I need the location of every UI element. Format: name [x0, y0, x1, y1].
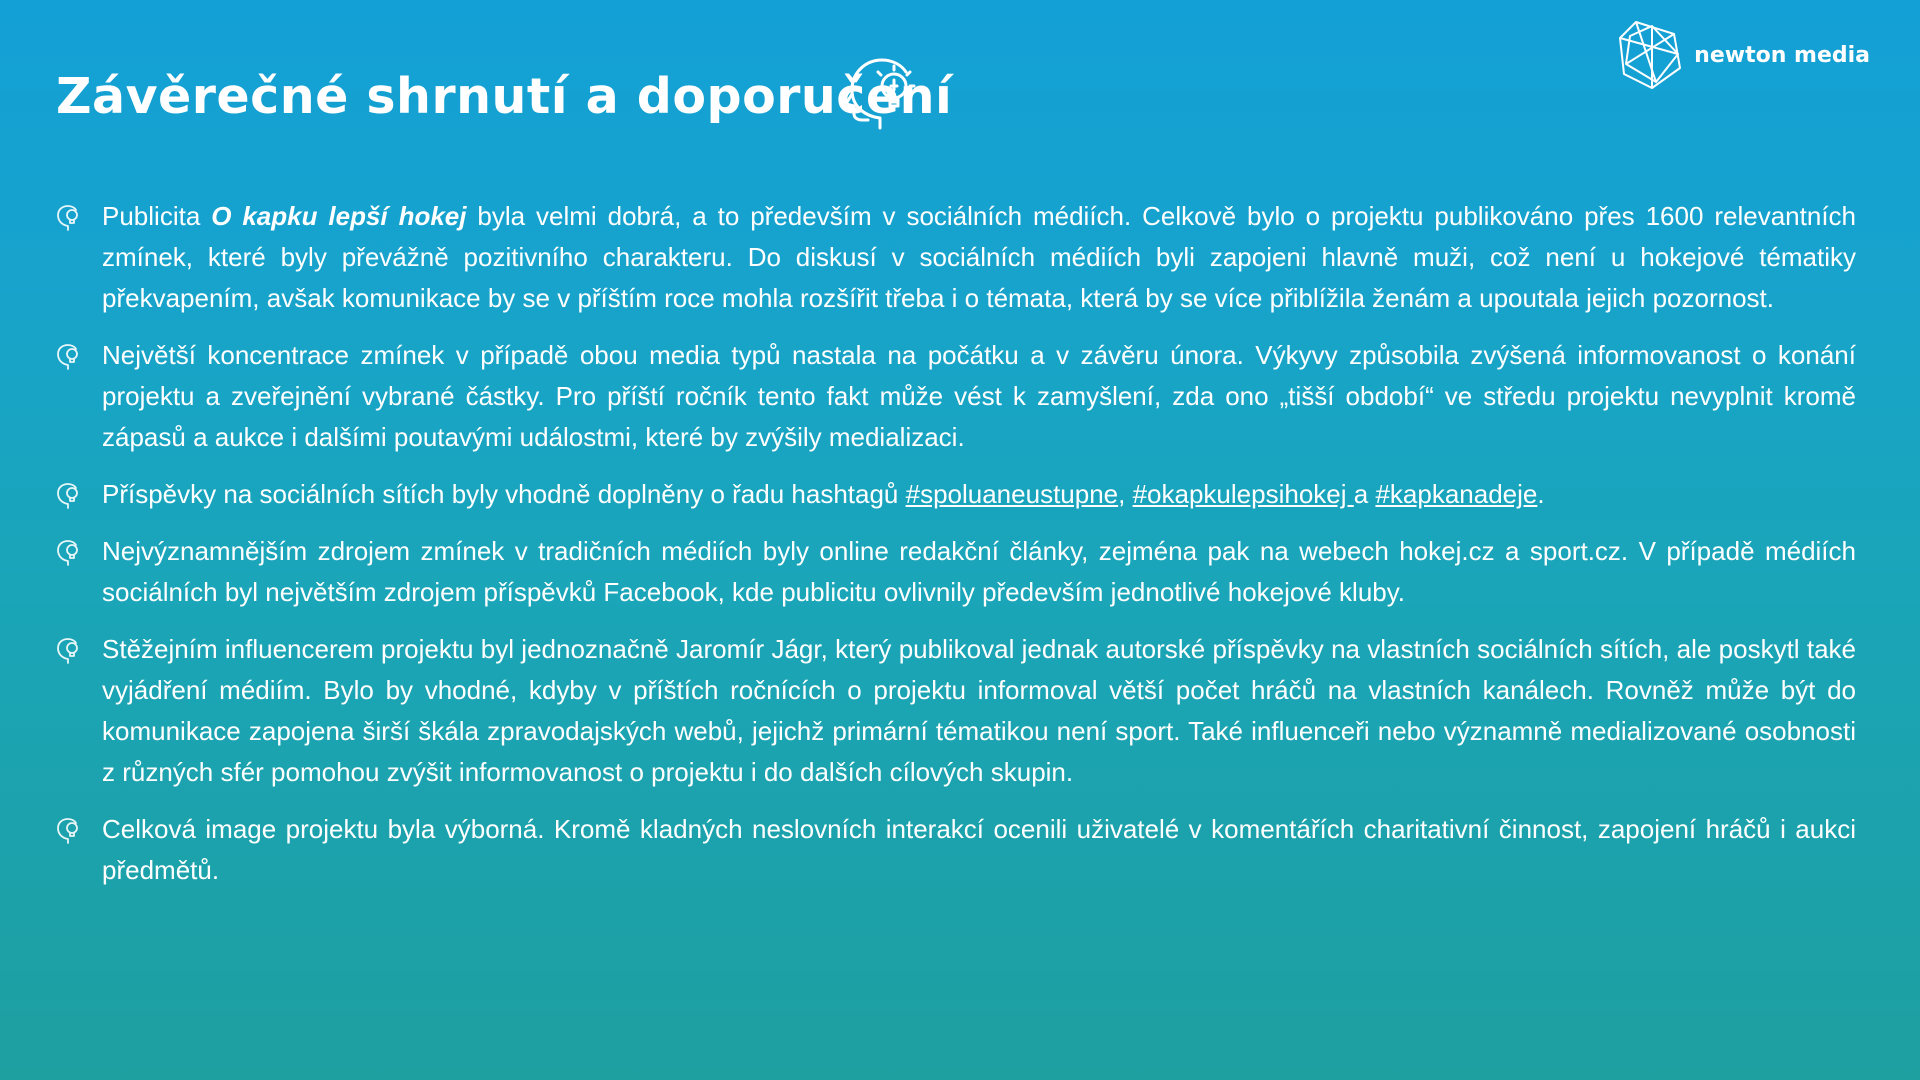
- head-lightbulb-bullet-icon: [56, 539, 82, 567]
- brand: [1616, 16, 1870, 94]
- list-item-text: Stěžejním influencerem projektu byl jednoznačně Jaromír Jágr, který publikoval jednak autorské příspěvky na vlastních sociálních sítích, ale poskytl také vyjádření médiím. Bylo by vhodné, kdyby v příštích ročnících o projektu informoval větší počet hráčů na vlastních kanálech. Rovněž může být do komunikace zapojena širší škála zpravodajských webů, jejichž primární tématikou není sport. Také influenceři nebo významně medializované osobnosti z různých sfér pomohou zvýšit informovanost o projektu i do dalších cílových skupin.: [102, 634, 1856, 787]
- list-item-text: Největší koncentrace zmínek v případě obou media typů nastala na počátku a v závěru února. Výkyvy způsobila zvýšená informovanost o konání projektu a zveřejnění vybrané částky. Pro příští ročník tento fakt může vést k zamyšlení, zda ono „tišší období“ ve středu projektu nevyplnit kromě zápasů a aukce i dalšími poutavými událostmi, které by zvýšily medializaci.: [102, 340, 1856, 452]
- brand-name: newton media: [1694, 42, 1870, 68]
- newton-media-logo-icon: [1616, 16, 1686, 94]
- list-item-text: Příspěvky na sociálních sítích byly vhodně doplněny o řadu hashtagů #spoluaneustupne, #okapkulepsihokej a #kapkanadeje.: [102, 479, 1545, 509]
- head-lightbulb-bullet-icon: [56, 817, 82, 845]
- list-item: [56, 196, 1856, 319]
- head-lightbulb-bullet-icon: [56, 204, 82, 232]
- summary-list: [56, 196, 1856, 907]
- list-item-text: Celková image projektu byla výborná. Kromě kladných neslovních interakcí ocenili uživatelé v komentářích charitativní činnost, zapojení hráčů i aukci předmětů.: [102, 814, 1856, 885]
- head-lightbulb-bullet-icon: [56, 637, 82, 665]
- head-lightbulb-bullet-icon: [56, 343, 82, 371]
- list-item: [56, 474, 1856, 515]
- list-item-text: Nejvýznamnějším zdrojem zmínek v tradičních médiích byly online redakční články, zejména pak na webech hokej.cz a sport.cz. V případě médiích sociálních byl největším zdrojem příspěvků Facebook, kde publicitu ovlivnily především jednotlivé hokejové kluby.: [102, 536, 1856, 607]
- hashtag-link-kapkanadeje[interactable]: #kapkanadeje: [1375, 479, 1538, 509]
- list-item: [56, 629, 1856, 793]
- list-item-text: Publicita O kapku lepší hokej byla velmi dobrá, a to především v sociálních médiích. Celkově bylo o projektu publikováno přes 1600 relevantních zmínek, které byly převážně pozitivního charakteru. Do diskusí v sociálních médiích byli zapojeni hlavně muži, což není u hokejové tématiky překvapením, avšak komunikace by se v příštím roce mohla rozšířit třeba i o témata, která by se více přiblížila ženám a upoutala jejich pozornost.: [102, 201, 1856, 313]
- slide-title: Závěrečné shrnutí a doporučení: [56, 68, 953, 125]
- list-item: [56, 531, 1856, 613]
- hashtag-link-okapkulepsihokej[interactable]: #okapkulepsihokej: [1132, 479, 1354, 509]
- list-item: [56, 809, 1856, 891]
- head-lightbulb-bullet-icon: [56, 482, 82, 510]
- list-item: [56, 335, 1856, 458]
- project-name: O kapku lepší hokej: [211, 201, 467, 231]
- hashtag-link-spoluaneustupne[interactable]: #spoluaneustupne: [905, 479, 1119, 509]
- head-lightbulb-icon: [840, 50, 926, 136]
